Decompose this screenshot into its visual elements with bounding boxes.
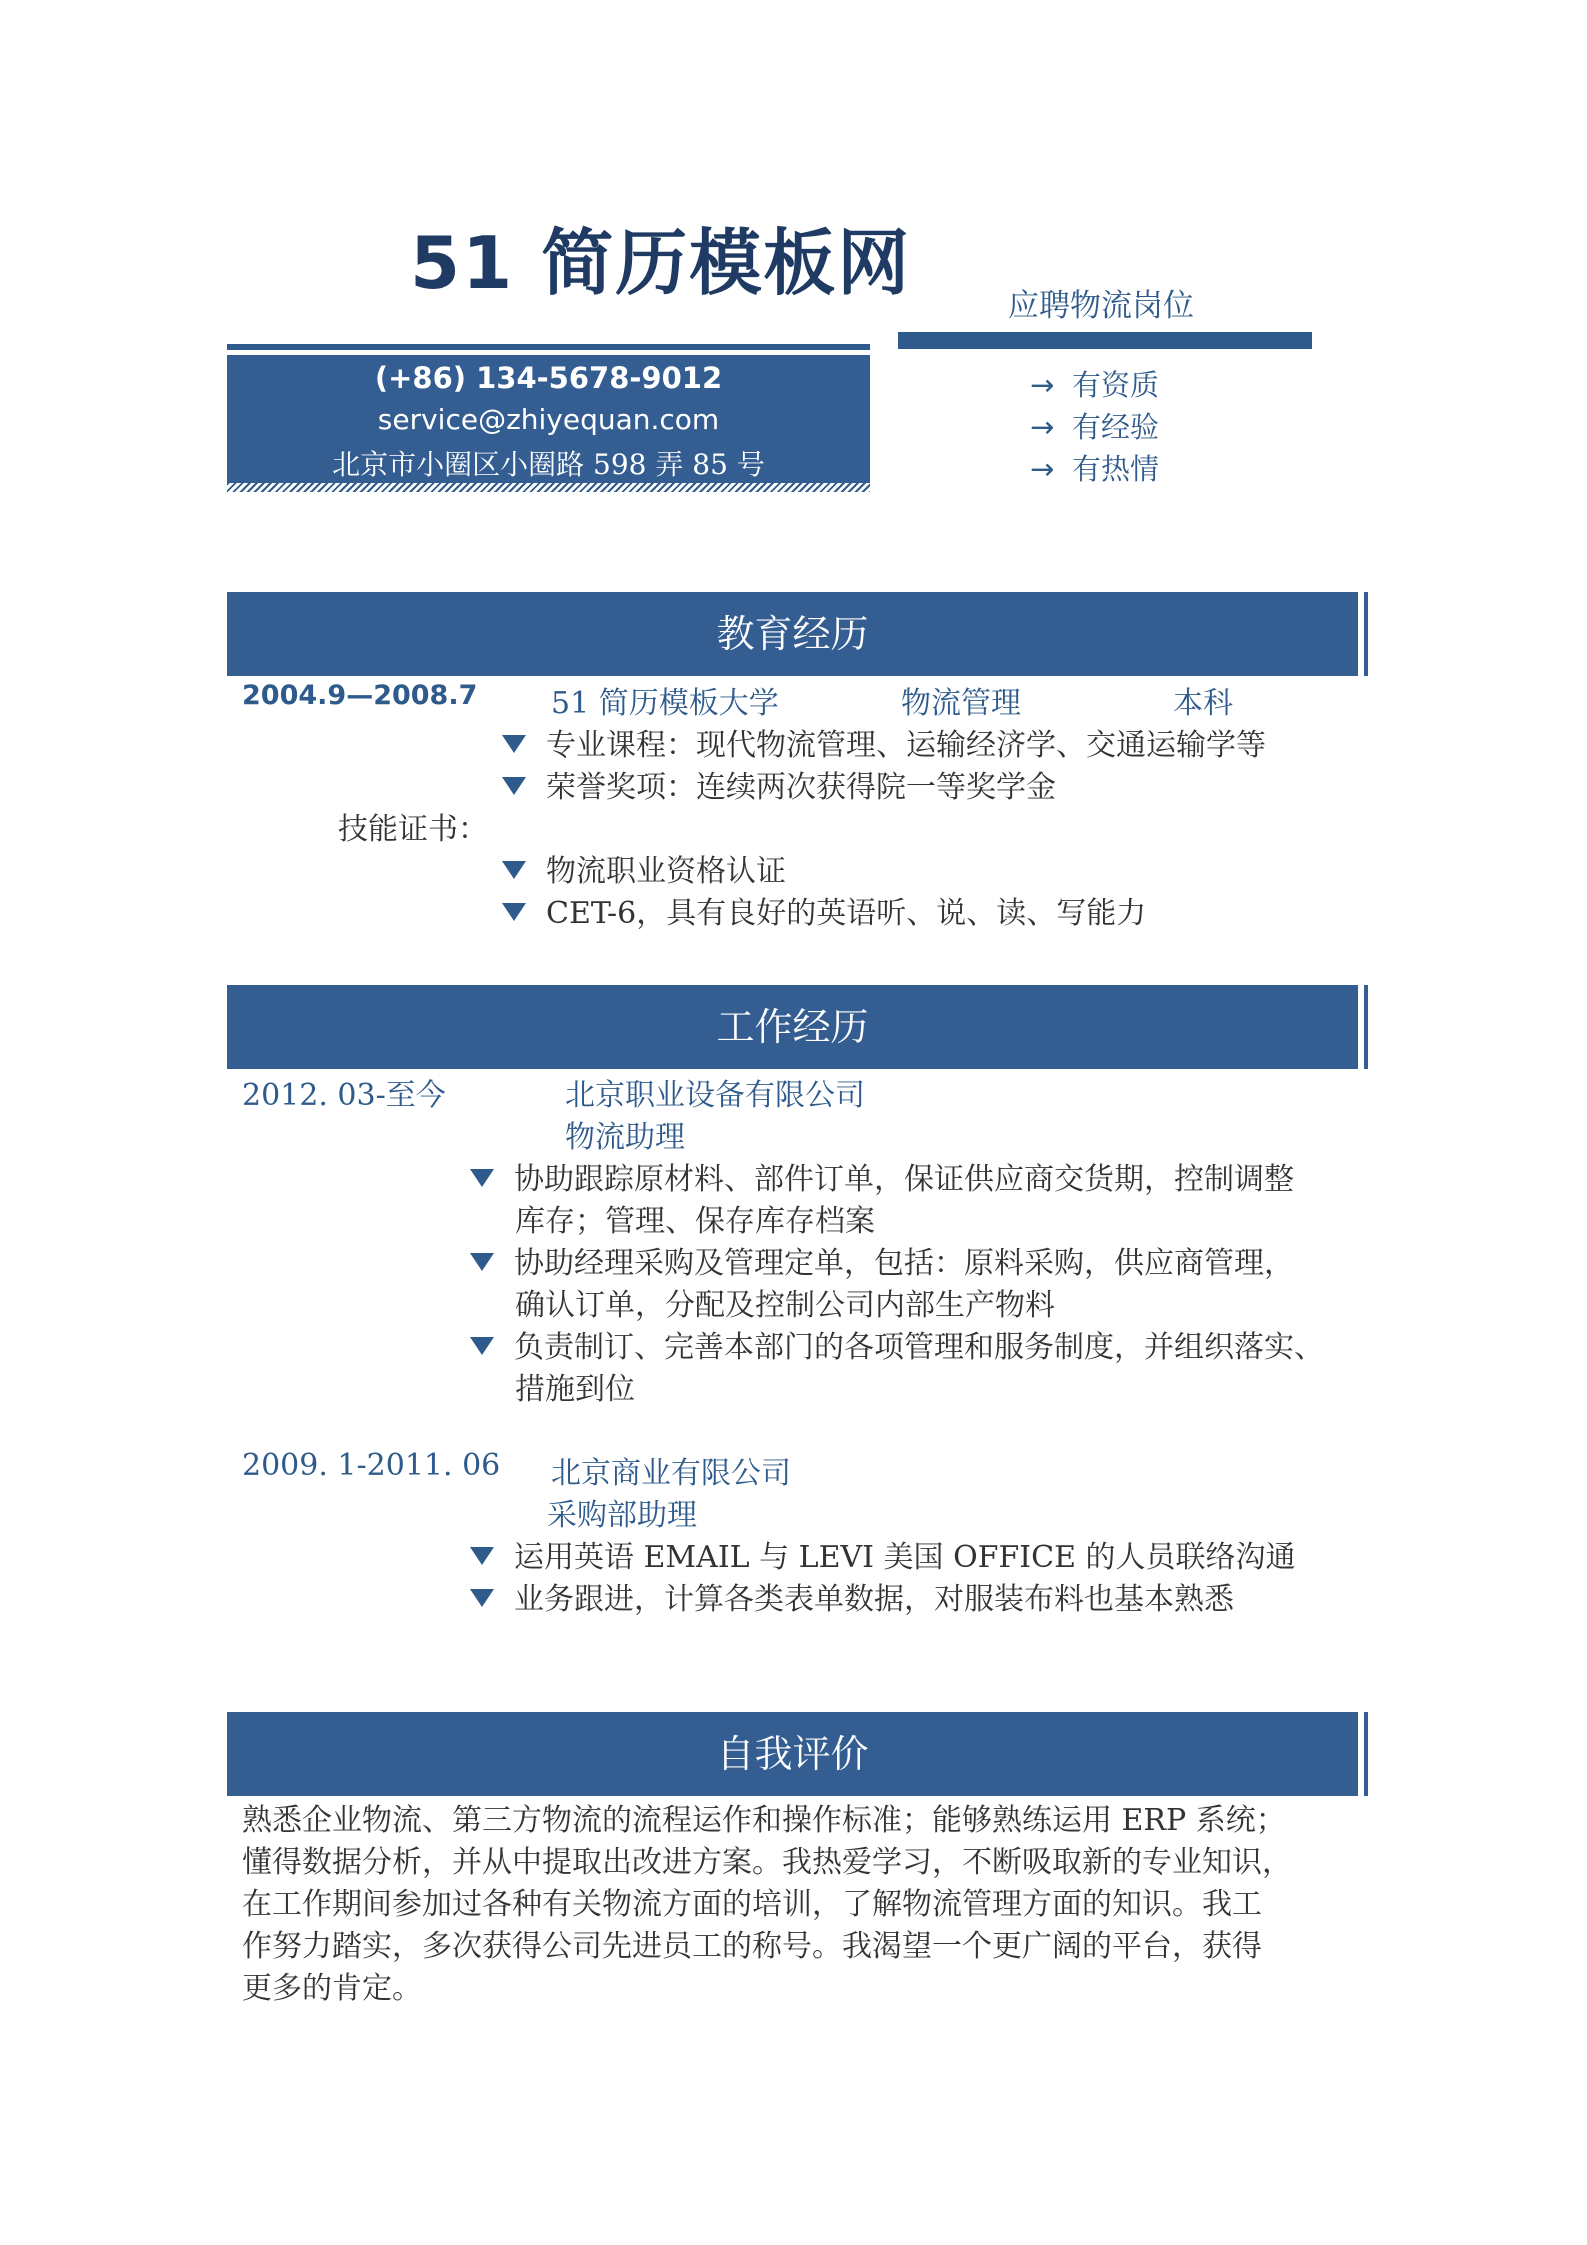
triangle-down-icon [470,1589,494,1607]
phone-number: (+86) 134-5678-9012 [374,361,723,395]
section-title: 教育经历 [716,612,869,656]
skills-label: 技能证书： [338,812,488,847]
list-item: 运用英语 EMAIL 与 LEVI 美国 OFFICE 的人员联络沟通 [470,1532,1296,1576]
self-eval-paragraph [242,1800,1352,2010]
list-item: 负责制订、完善本部门的各项管理和服务制度，并组织落实、 [470,1322,1324,1366]
triangle-down-icon [470,1337,494,1355]
company-name: 北京商业有限公司 [551,1456,791,1491]
job-period: 2012. 03-至今 [242,1078,446,1113]
email-address: service@zhiyequan.com [377,403,720,436]
education-period: 2004.9—2008.7 [242,680,478,711]
job-period: 2009. 1-2011. 06 [242,1448,501,1483]
triangle-down-icon [502,777,526,795]
company-name: 北京职业设备有限公司 [565,1078,865,1113]
tag-item: → 有经验 [1030,410,1160,444]
arrow-right-icon: → [1030,410,1055,444]
major: 物流管理 [901,686,1021,721]
triangle-down-icon [502,735,526,753]
job-position: 采购部助理 [547,1498,697,1533]
tag-item: → 有资质 [1030,368,1160,402]
triangle-down-icon [470,1169,494,1187]
section-title: 自我评价 [716,1732,869,1776]
work-section-header [227,985,1358,1069]
triangle-down-icon [502,903,526,921]
degree: 本科 [1173,686,1233,721]
list-item: 协助跟踪原材料、部件订单，保证供应商交货期，控制调整 [470,1154,1294,1198]
list-item: CET-6，具有良好的英语听、说、读、写能力 [502,888,1146,932]
resume-name: 51 简历模板网 [410,221,912,305]
arrow-right-icon: → [1030,452,1055,486]
arrow-right-icon: → [1030,368,1055,402]
self-eval-section-header [227,1712,1358,1796]
tag-item: → 有热情 [1030,452,1160,486]
list-item: 物流职业资格认证 [502,846,786,890]
list-item: 业务跟进，计算各类表单数据，对服装布料也基本熟悉 [470,1574,1234,1618]
paragraph-line: 懂得数据分析，并从中提取出改进方案。我热爱学习，不断吸取新的专业知识， [242,1845,1292,1880]
triangle-down-icon [470,1547,494,1565]
school-name: 51 简历模板大学 [551,686,779,721]
job-target: 应聘物流岗位 [1008,288,1194,324]
section-title: 工作经历 [716,1005,869,1049]
contact-hatch-rule [227,483,870,492]
paragraph-line: 作努力踏实，多次获得公司先进员工的称号。我渴望一个更广阔的平台，获得 [242,1929,1262,1964]
list-item: 协助经理采购及管理定单，包括：原料采购，供应商管理， [470,1238,1294,1282]
list-item-continuation: 措施到位 [515,1372,635,1407]
list-item-continuation: 确认订单，分配及控制公司内部生产物料 [515,1288,1055,1323]
header-accent-bar [898,332,1312,349]
contact-top-rule [227,344,870,350]
list-item-continuation: 库存；管理、保存库存档案 [515,1204,875,1239]
paragraph-line: 熟悉企业物流、第三方物流的流程运作和操作标准；能够熟练运用 ERP 系统； [242,1803,1286,1838]
triangle-down-icon [502,861,526,879]
list-item: 专业课程：现代物流管理、运输经济学、交通运输学等 [502,720,1266,764]
list-item: 荣誉奖项：连续两次获得院一等奖学金 [502,762,1056,806]
triangle-down-icon [470,1253,494,1271]
education-section-header [227,592,1358,676]
contact-box [227,355,870,483]
paragraph-line: 在工作期间参加过各种有关物流方面的培训，了解物流管理方面的知识。我工 [242,1887,1262,1922]
postal-address: 北京市小圈区小圈路 598 弄 85 号 [332,448,765,481]
paragraph-line: 更多的肯定。 [242,1971,422,2006]
job-position: 物流助理 [565,1120,685,1155]
